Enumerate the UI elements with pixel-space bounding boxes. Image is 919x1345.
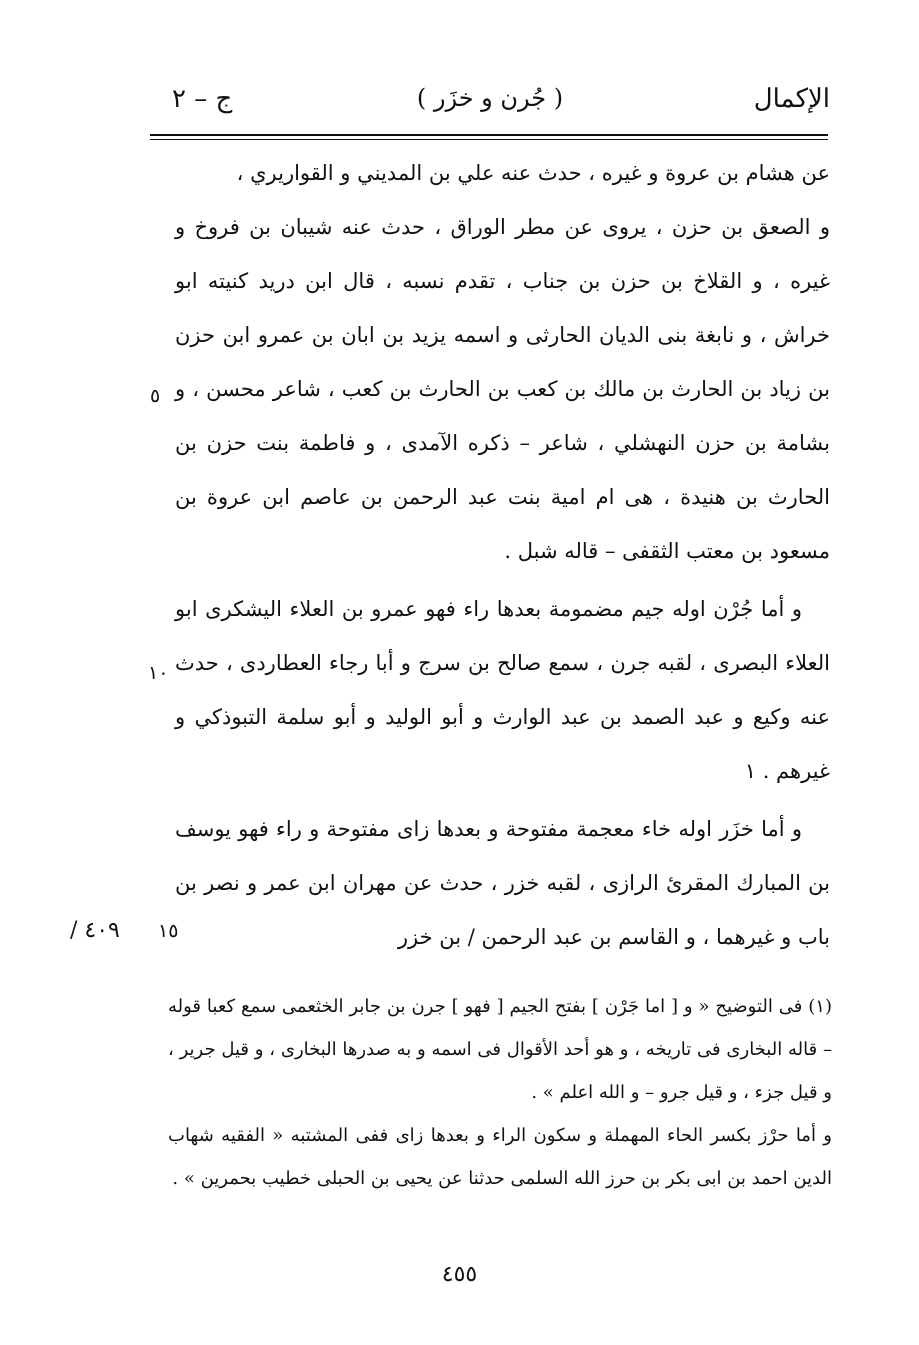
section-title: ( جُرن و خزَر )	[416, 84, 564, 112]
header-rule-thick	[150, 134, 828, 136]
main-text	[175, 146, 830, 964]
line-number: ٥	[150, 385, 161, 407]
paragraph: و أما جُرْن اوله جيم مضمومة بعدها راء فهو عمرو بن العلاء اليشكرى ابو العلاء البصرى ، لقبه جرن ، سمع صالح بن سرج و أبا رجاء العطاردى ، حدث عنه وكيع و عبد الصمد بن عبد الوارث و أبو الوليد و أبو سلمة التبوذكي و غيرهم . ١	[175, 597, 830, 783]
paragraph: و الصعق بن حزن ، يروى عن مطر الوراق ، حدث عنه شيبان بن فروخ و غيره ، و القلاخ بن حزن بن جناب ، تقدم نسبه ، قال ابن دريد كنيته ابو خراش ، و نابغة بنى الديان الحارثى و اسمه يزيد بن ابان بن عمرو ابن حزن بن زياد بن الحارث بن مالك بن كعب بن الحارث بن كعب ، شاعر محسن ، و بشامة بن حزن النهشلي ، شاعر – ذكره الآمدى ، و فاطمة بنت حزن بن الحارث بن هنيدة ، هى ام امية بنت عبد الرحمن بن عاصم ابن عروة بن مسعود بن معتب الثقفى – قاله شبل .	[175, 215, 830, 563]
paragraph: و أما خزَر اوله خاء معجمة مفتوحة و بعدها زاى مفتوحة و راء فهو يوسف بن المبارك المقرئ الرازى ، لقبه خزر ، حدث عن مهران ابن عمر و نصر بن باب و غيرهما ، و القاسم بن عبد الرحمن / بن خزر	[175, 817, 830, 949]
footnotes	[168, 985, 832, 1200]
line-number: ١٥	[158, 920, 179, 942]
paragraph: عن هشام بن عروة و غيره ، حدث عنه علي بن المديني و القواريري ،	[236, 161, 830, 185]
footnote: و أما حرْز بكسر الحاء المهملة و سكون الراء و بعدها زاى ففى المشتبه « الفقيه شهاب الدين احمد بن ابى بكر بن حرز الله السلمى حدثنا عن يحيى بن الحبلى خطيب بحمرين » .	[168, 1125, 832, 1189]
header-rule-thin	[150, 139, 828, 140]
footnote: (١) فى التوضيح « و [ اما جَرْن ] بفتح الجيم [ فهو ] جرن بن جابر الخثعمى سمع كعبا قوله – قاله البخارى فى تاريخه ، و هو أحد الأقوال فى اسمه و به صدرها البخارى ، و قيل جرير ، و قيل جزء ، و قيل جرو – و الله اعلم » .	[168, 996, 832, 1103]
line-number: ١٠	[148, 662, 169, 684]
running-header	[150, 84, 830, 124]
manuscript-folio-ref: ٤٠٩ /	[70, 918, 120, 943]
volume-label: ج – ٢	[172, 84, 233, 114]
book-title: الإكمال	[753, 84, 830, 114]
page-number: ٤٥٥	[441, 1262, 478, 1287]
